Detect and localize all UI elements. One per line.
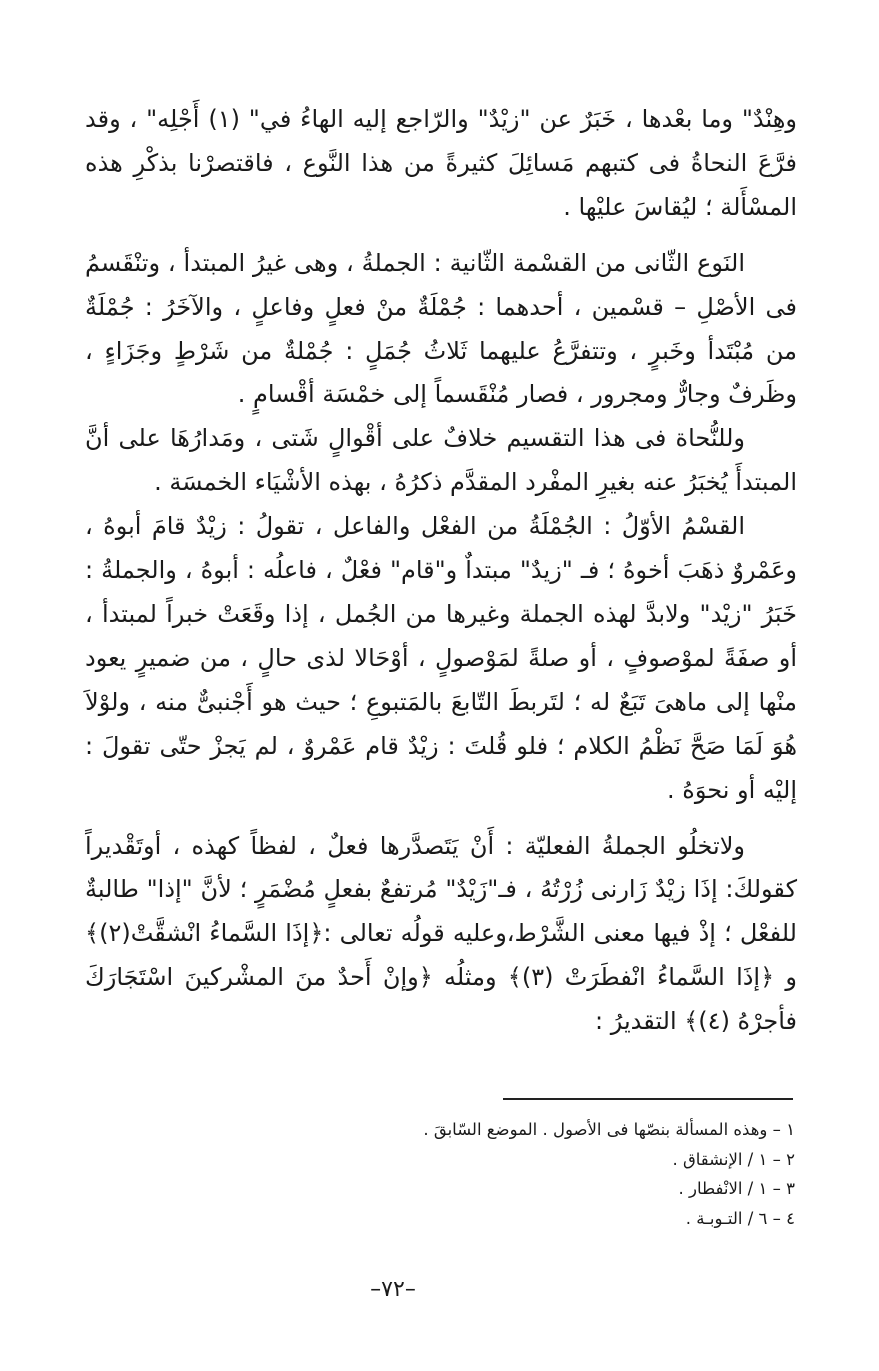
page-number: –٧٢– [370,1277,416,1302]
footnote-separator [503,1098,793,1100]
footnote-2: ٢ – ١ / الإنشقاق . [672,1149,795,1169]
footnotes [195,1115,795,1233]
paragraph-second-division: النَوع الثّانى من القسْمة الثّانية : الجملةُ ، وهى غيرُ المبتدأ ، وتنْقَسمُ فى الأصْلِ – قسْمين ، أحدهما : جُمْلَةٌ منْ فعلٍ وفاعلٍ ، والآخَرُ : جُمْلَةٌ من مُبْتَدأ وخَبرٍ ، وتتفرَّعُ عليهما ثَلاثُ جُمَلٍ : جُمْلةٌ من شَرْطٍ وجَزَاءٍ ، وظَرفٌ وجارٌّ ومجرور ، فصار مُنْقَسماً إلى خمْسَة أقْسامٍ . [85,248,797,409]
paragraph-first-section: القسْمُ الأوّلُ : الجُمْلَةُ من الفعْل والفاعل ، تقولُ : زيْدٌ قامَ أبوهُ ، وعَمْروٌ ذهَبَ أخوهُ ؛ فـ "زيدٌ" مبتداٌ و"قام" فعْلٌ ، فاعلُه : أبوهُ ، والجملةُ : خَبَرُ "زيْد" ولابدَّ لهذه الجملة وغيرها من الجُمل ، إذا وقَعَتْ خبراً لمبتدأ ، أو صفَةً لموْصوفٍ ، أو صلةً لمَوْصولٍ ، أوْحَالا لذى حالٍ ، من ضميرٍ يعود منْها إلى ماهىَ تَبَعٌ له ؛ لتَربطَ التّابعَ بالمَتبوعِ ؛ حيث هو أَجْنبىٌّ منه ، ولوْلاَ هُوَ لَمَا صَحَّ نَظْمُ الكلام ؛ فلو قُلتَ : زيْدٌ قام عَمْروٌ ، لم يَجزْ حتّى تقولَ : إليْه أو نحوَهُ . [85,512,797,804]
footnote-4: ٤ – ٦ / التـوبـة . [685,1208,795,1228]
main-text [85,98,797,1044]
footnote-1: ١ – وهذه المسألة بنصّها فى الأصول . الموضع السّابقَ . [423,1120,795,1139]
footnote-3: ٣ – ١ / الانْفطار . [678,1179,795,1198]
paragraph-continuation: وهِنْدٌ" وما بعْدها ، خَبَرٌ عن "زيْدٌ" والرّاجع إليه الهاءُ في" (١) أَجْلِه" ، وقد فرَّعَ النحاةُ فى كتبهم مَسائِلَ كثيرةً من هذا النَّوع ، فاقتصرْنا بذكْرِ هذه المسْأَلة ؛ ليُقاسَ عليْها . [85,105,797,221]
paragraph-grammarians-views: وللنُّحاة فى هذا التقسيم خلافٌ على أقْوالٍ شَتى ، ومَدارُهَا على أنَّ المبتدأَ يُخبَرُ عنه بغيرِ المفْرد المقدَّم ذكرُهُ ، بهذه الأشْيَاء الخمسَة . [85,424,797,497]
paragraph-verbal-sentence: ولاتخلُو الجملةُ الفعليّة : أَنْ يَتَصدَّرها فعلٌ ، لفظاً كهذه ، أوتَقْديراً كقولكَ: إذَا زيْدٌ زَارنى زُرْتُهُ ، فـ"زَيْدٌ" مُرتفعٌ بفعلٍ مُضْمَرٍ ؛ لأنَّ "إذا" طالبةٌ للفعْل ؛ إذْ فيها معنى الشَّرْط،وعليه قولُه تعالى :﴿إذَا السَّماءُ انْشقَّتْ(٢)﴾ و ﴿إذَا السَّماءُ انْفطَرَتْ (٣)﴾ ومثلُه ﴿وإنْ أَحدٌ منَ المشْركينَ اسْتَجَارَكَ فأجرْهُ (٤)﴾ التقديرُ : [85,831,798,1036]
